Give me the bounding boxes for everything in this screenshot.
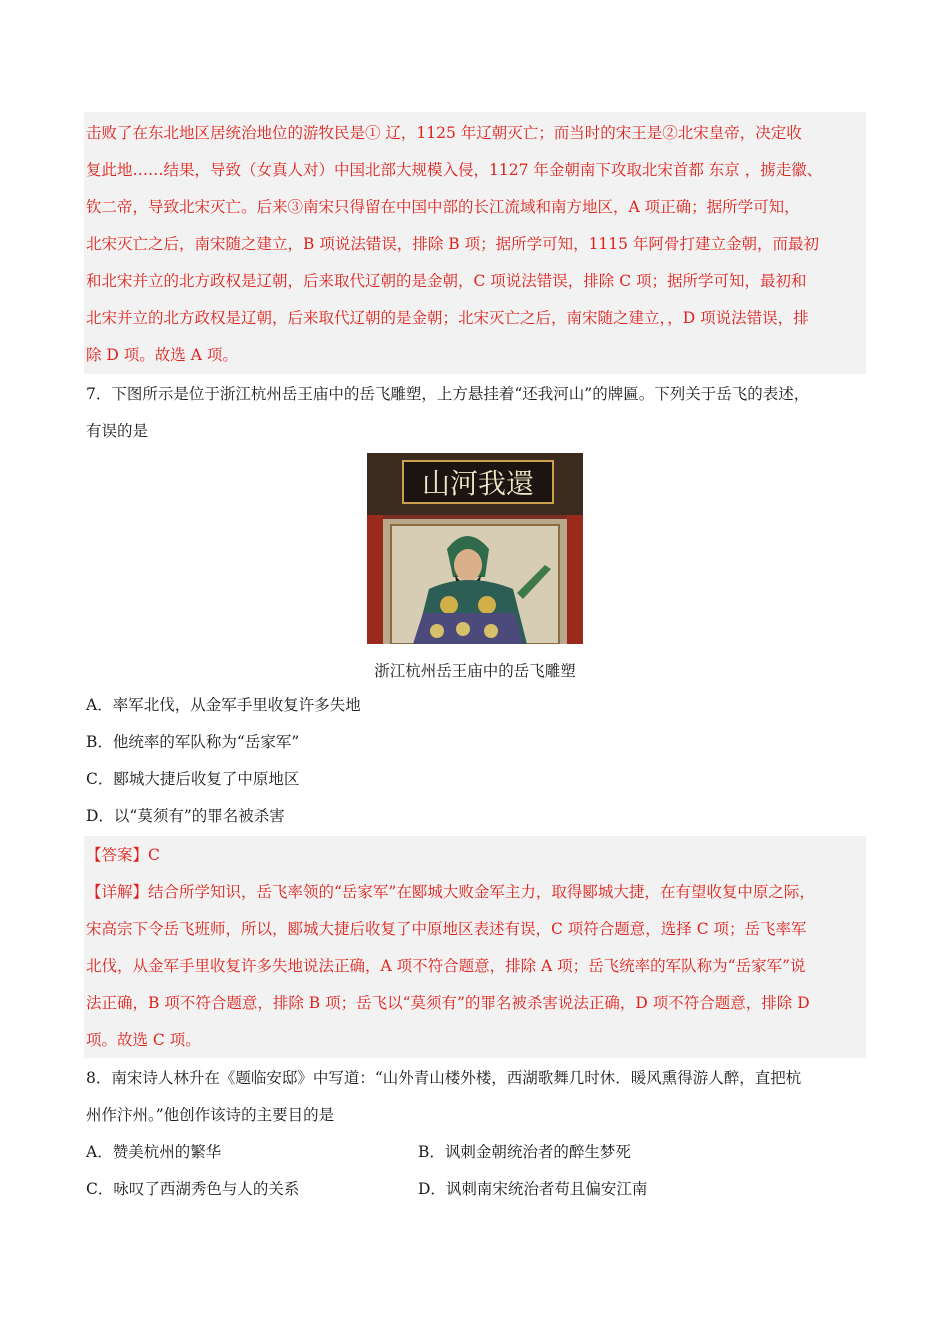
plaque-text: 山河我還 — [421, 467, 535, 500]
q8-option-c: C．咏叹了西湖秀色与人的关系 — [86, 1180, 300, 1198]
explanation-line: 北宋灭亡之后，南宋随之建立，B 项说法错误，排除 B 项；据所学可知，1115 年阿骨打建立金朝，而最初 — [86, 235, 819, 253]
explanation-line: 复此地……结果，导致（女真人对）中国北部大规模入侵，1127 年金朝南下攻取北宋首都 东京 ，掳走徽、 — [86, 161, 823, 179]
yuefei-statue-photo — [367, 453, 583, 644]
q7-detail-line: 北伐，从金军手里收复许多失地说法正确，A 项不符合题意，排除 A 项；岳飞统率的军队称为“岳家军”说 — [86, 957, 806, 975]
explanation-line: 击败了在东北地区居统治地位的游牧民是① 辽，1125 年辽朝灭亡；而当时的宋王是②北宋皇帝，决定收 — [86, 124, 802, 142]
q8-stem: 8．南宋诗人林升在《题临安邸》中写道：“山外青山楼外楼，西湖歌舞几时休．暖风熏得游人醉，直把杭 — [86, 1069, 802, 1087]
q7-stem: 7．下图所示是位于浙江杭州岳王庙中的岳飞雕塑，上方悬挂着“还我河山”的牌匾。下列关于岳飞的表述， — [86, 385, 810, 403]
q7-answer: 【答案】C — [86, 846, 160, 864]
answer-shade — [84, 836, 866, 1058]
q7-option-d: D．以“莫须有”的罪名被杀害 — [86, 807, 285, 825]
q7-option-b: B．他统率的军队称为“岳家军” — [86, 733, 300, 751]
q8-option-d: D．讽刺南宋统治者苟且偏安江南 — [418, 1180, 648, 1198]
q7-option-c: C．郾城大捷后收复了中原地区 — [86, 770, 300, 788]
q8-stem: 州作汴州。”他创作该诗的主要目的是 — [86, 1106, 335, 1124]
q8-option-a: A．赞美杭州的繁华 — [86, 1143, 222, 1161]
explanation-line: 北宋并立的北方政权是辽朝，后来取代辽朝的是金朝；北宋灭亡之后，南宋随之建立，，D 项说法错误，排 — [86, 309, 809, 327]
q7-detail-line: 宋高宗下令岳飞班师，所以，郾城大捷后收复了中原地区表述有误，C 项符合题意，选择 C 项；岳飞率军 — [86, 920, 807, 938]
q7-option-a: A．率军北伐，从金军手里收复许多失地 — [86, 696, 361, 714]
explanation-line: 除 D 项。故选 A 项。 — [86, 346, 238, 364]
explanation-line: 钦二帝，导致北宋灭亡。后来③南宋只得留在中国中部的长江流域和南方地区，A 项正确；据所学可知， — [86, 198, 800, 216]
q8-option-b: B．讽刺金朝统治者的醉生梦死 — [418, 1143, 631, 1161]
q7-detail-line: 【详解】结合所学知识，岳飞率领的“岳家军”在郾城大败金军主力，取得郾城大捷，在有望收复中原之际， — [86, 883, 815, 901]
explanation-line: 和北宋并立的北方政权是辽朝，后来取代辽朝的是金朝，C 项说法错误，排除 C 项；据所学可知，最初和 — [86, 272, 807, 290]
figure-caption: 浙江杭州岳王庙中的岳飞雕塑 — [374, 662, 576, 680]
q7-detail-line: 法正确，B 项不符合题意，排除 B 项；岳飞以“莫须有”的罪名被杀害说法正确，D 项不符合题意，排除 D — [86, 994, 810, 1012]
q7-detail-line: 项。故选 C 项。 — [86, 1031, 201, 1049]
q7-stem: 有误的是 — [86, 422, 149, 440]
